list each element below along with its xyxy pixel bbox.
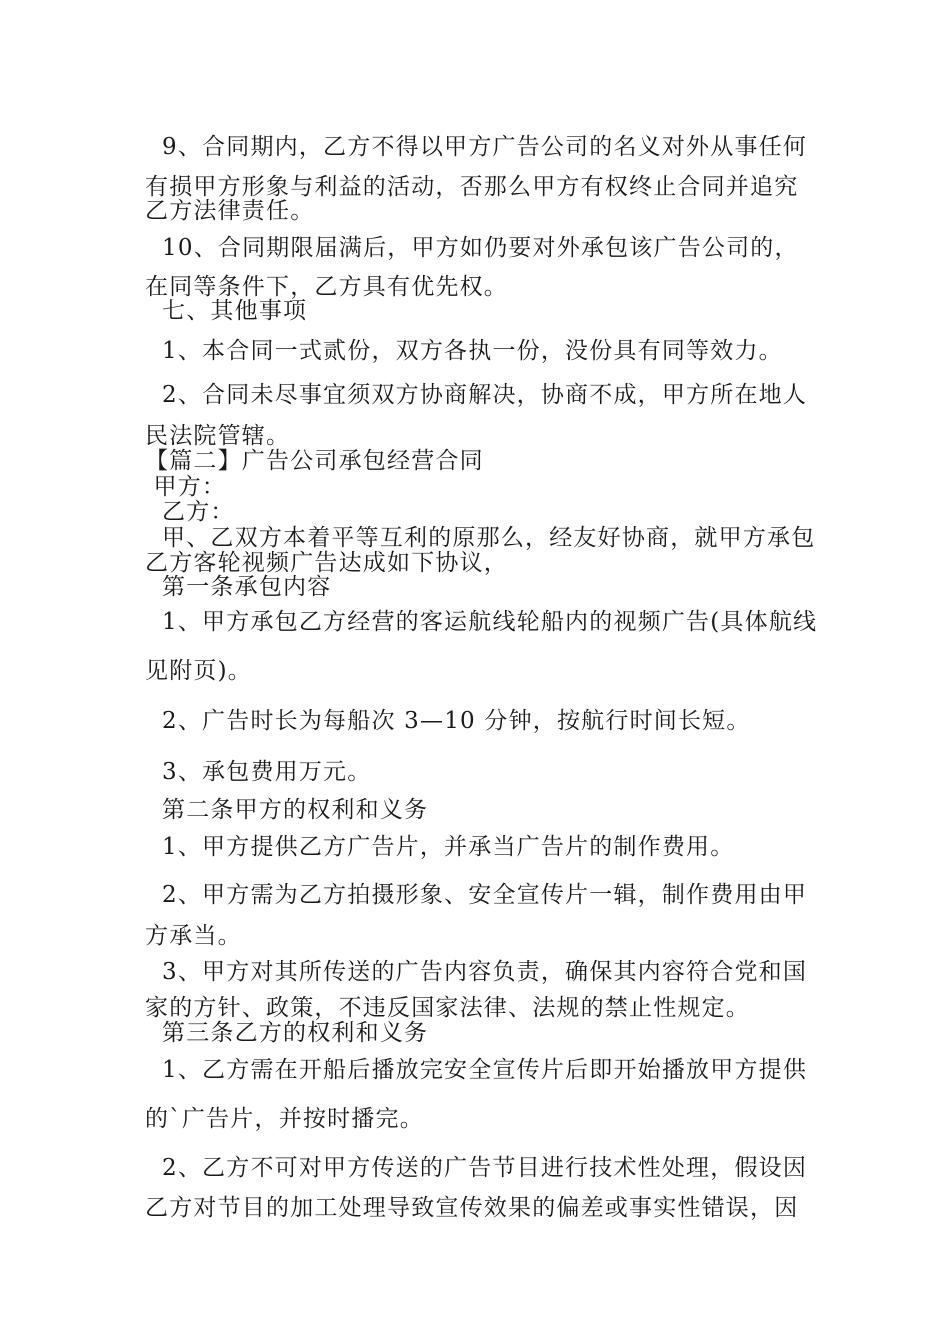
- clause-9-line-3: 乙方法律责任。: [145, 198, 315, 224]
- clause-9-line-1: 9、合同期内，乙方不得以甲方广告公司的名义对外从事任何: [145, 134, 808, 160]
- clause-9-line-2: 有损甲方形象与利益的活动，否那么甲方有权终止合同并追究: [145, 174, 799, 200]
- article-2-clause-3-line-1: 3、甲方对其所传送的广告内容负责，确保其内容符合党和国: [145, 959, 808, 985]
- other-clause-2-line-1: 2、合同未尽事宜须双方协商解决，协商不成，甲方所在地人: [145, 382, 808, 408]
- article-2-clause-3-line-2: 家的方针、政策，不违反国家法律、法规的禁止性规定。: [145, 995, 750, 1021]
- preamble-line-2: 乙方客轮视频广告达成如下协议，: [145, 550, 508, 576]
- party-b-label: 乙方：: [145, 499, 235, 525]
- party-a-label: 甲方：: [145, 474, 227, 500]
- preamble-line-1: 甲、乙双方本着平等互利的原那么，经友好协商，就甲方承包: [145, 525, 816, 551]
- article-3-clause-2-line-1: 2、乙方不可对甲方传送的广告节目进行技术性处理，假设因: [145, 1155, 808, 1181]
- other-clause-2-line-2: 民法院管辖。: [145, 423, 291, 449]
- article-1-clause-1-line-1: 1、甲方承包乙方经营的客运航线轮船内的视频广告(具体航线: [145, 609, 818, 635]
- clause-10-line-1: 10、合同期限届满后，甲方如仍要对外承包该广告公司的，: [145, 235, 799, 261]
- other-clause-1: 1、本合同一式贰份，双方各执一份，没份具有同等效力。: [145, 338, 783, 364]
- article-1-heading: 第一条承包内容: [145, 574, 332, 600]
- article-3-clause-2-line-2: 乙方对节目的加工处理导致宣传效果的偏差或事实性错误，因: [145, 1195, 799, 1221]
- article-3-clause-1-line-1: 1、乙方需在开船后播放完安全宣传片后即开始播放甲方提供: [145, 1057, 808, 1083]
- article-2-clause-2-line-2: 方承当。: [145, 923, 242, 949]
- article-2-clause-1: 1、甲方提供乙方广告片，并承当广告片的制作费用。: [145, 834, 735, 860]
- article-3-heading: 第三条乙方的权利和义务: [145, 1020, 429, 1046]
- clause-10-line-2: 在同等条件下，乙方具有优先权。: [145, 274, 508, 300]
- article-2-clause-2-line-1: 2、甲方需为乙方拍摄形象、安全宣传片一辑，制作费用由甲: [145, 882, 808, 908]
- article-1-clause-2: 2、广告时长为每船次 3—10 分钟，按航行时间长短。: [145, 708, 751, 734]
- article-2-heading: 第二条甲方的权利和义务: [145, 797, 429, 823]
- section-other-matters-heading: 七、其他事项: [145, 298, 308, 324]
- part-two-title: 【篇二】广告公司承包经营合同: [145, 448, 484, 474]
- article-1-clause-1-line-2: 见附页)。: [145, 658, 252, 684]
- article-3-clause-1-line-2: 的`广告片，并按时播完。: [145, 1106, 424, 1132]
- article-1-clause-3: 3、承包费用万元。: [145, 759, 372, 785]
